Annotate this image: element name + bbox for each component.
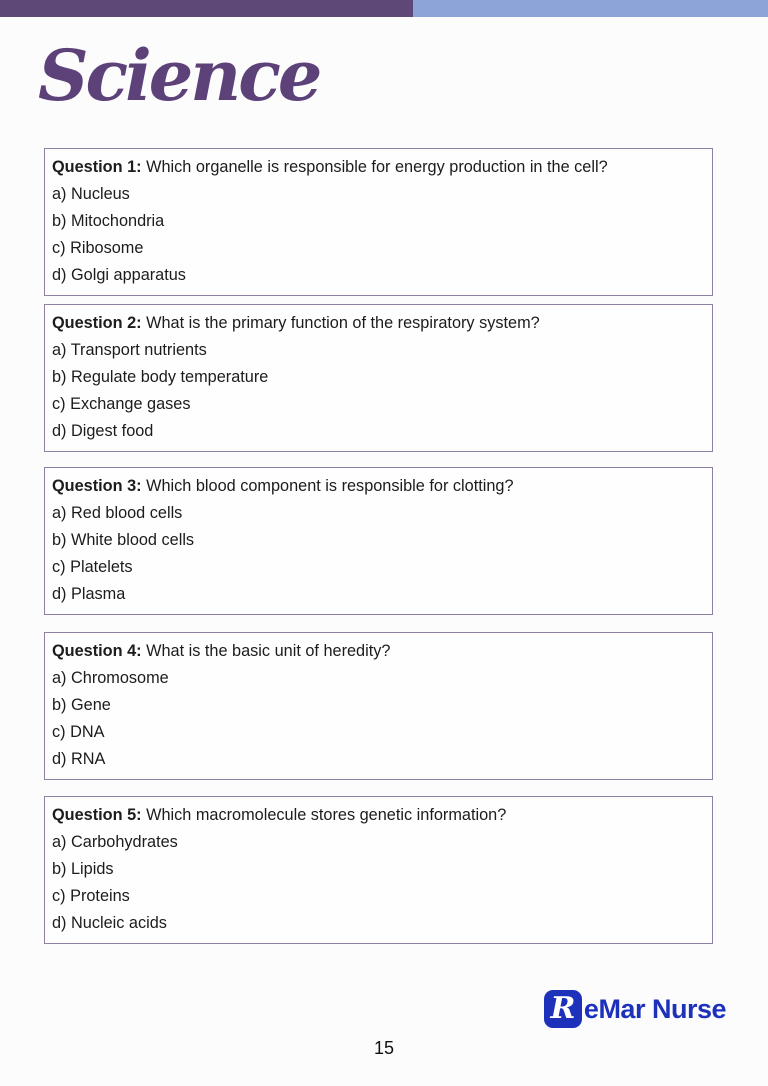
question-box-3 xyxy=(44,467,713,615)
question-label: Question 3: xyxy=(52,477,142,495)
option-a: a) Chromosome xyxy=(52,669,169,687)
page-number: 15 xyxy=(373,1038,395,1058)
question-text: What is the basic unit of heredity? xyxy=(146,642,391,660)
question-box-2 xyxy=(44,304,713,452)
option-d: d) Golgi apparatus xyxy=(52,266,186,284)
option-d: d) Nucleic acids xyxy=(52,914,167,932)
option-d: d) RNA xyxy=(52,750,106,768)
option-c: c) Proteins xyxy=(52,887,130,905)
remar-r-icon: R xyxy=(544,990,582,1028)
question-box-5 xyxy=(44,796,713,944)
option-a: a) Transport nutrients xyxy=(52,341,207,359)
option-c: c) Exchange gases xyxy=(52,395,191,413)
question-label: Question 1: xyxy=(52,158,142,176)
option-c: c) Ribosome xyxy=(52,239,144,257)
option-a: a) Red blood cells xyxy=(52,504,183,522)
top-accent-bar xyxy=(0,0,768,17)
question-line xyxy=(52,310,704,337)
remar-nurse-logo xyxy=(544,990,726,1028)
option-c: c) DNA xyxy=(52,723,105,741)
question-box-1 xyxy=(44,148,713,296)
option-a: a) Nucleus xyxy=(52,185,130,203)
top-bar-right-segment xyxy=(413,0,768,17)
page-title: Science xyxy=(38,34,320,117)
top-bar-left-segment xyxy=(0,0,413,17)
question-text: Which organelle is responsible for energy production in the cell? xyxy=(146,158,608,176)
question-text: Which macromolecule stores genetic information? xyxy=(146,806,507,824)
question-label: Question 5: xyxy=(52,806,142,824)
question-label: Question 2: xyxy=(52,314,142,332)
question-list xyxy=(44,148,713,944)
option-b: b) Gene xyxy=(52,696,111,714)
option-b: b) Mitochondria xyxy=(52,212,165,230)
question-text: Which blood component is responsible for clotting? xyxy=(146,477,514,495)
option-b: b) Regulate body temperature xyxy=(52,368,269,386)
question-text: What is the primary function of the respiratory system? xyxy=(146,314,540,332)
question-line xyxy=(52,473,704,500)
question-line xyxy=(52,638,704,665)
option-b: b) Lipids xyxy=(52,860,114,878)
option-d: d) Plasma xyxy=(52,585,126,603)
remar-logo-text: eMar Nurse xyxy=(583,993,726,1024)
option-a: a) Carbohydrates xyxy=(52,833,178,851)
question-line xyxy=(52,802,704,829)
option-b: b) White blood cells xyxy=(52,531,195,549)
question-line xyxy=(52,154,704,181)
question-box-4 xyxy=(44,632,713,780)
option-d: d) Digest food xyxy=(52,422,154,440)
question-label: Question 4: xyxy=(52,642,142,660)
option-c: c) Platelets xyxy=(52,558,133,576)
